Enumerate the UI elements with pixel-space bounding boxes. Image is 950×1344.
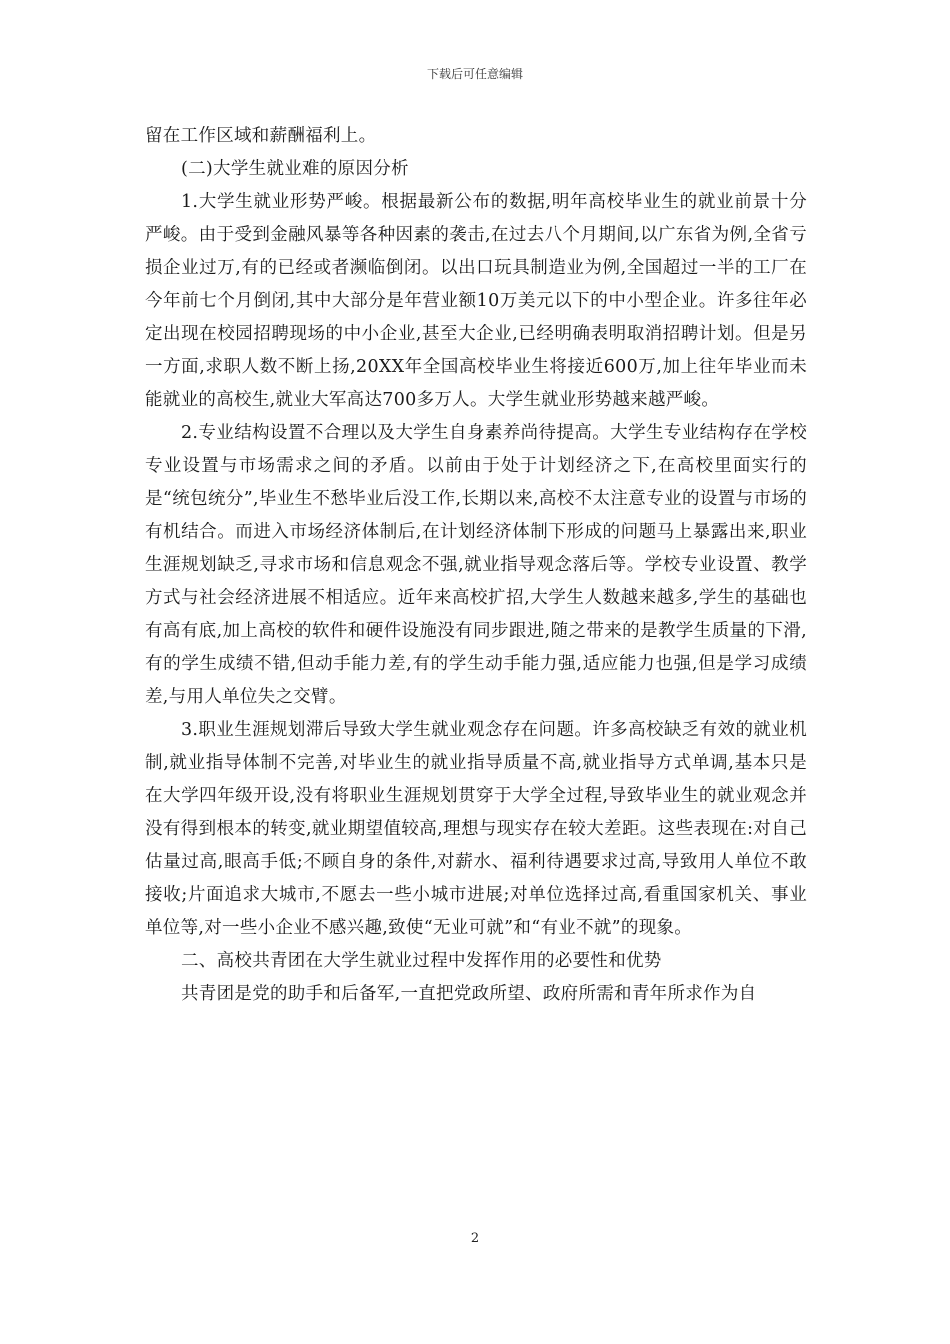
document-body <box>145 120 807 1011</box>
paragraph-continuation: 留在工作区域和薪酬福利上。 <box>145 126 377 146</box>
paragraph-point-1: 1.大学生就业形势严峻。根据最新公布的数据,明年高校毕业生的就业前景十分严峻。由于受到金融风暴等各种因素的袭击,在过去八个月期间,以广东省为例,全省亏损企业过万,有的已经或者濒临倒闭。以出口玩具制造业为例,全国超过一半的工厂在今年前七个月倒闭,其中大部分是年营业额10万美元以下的中小型企业。许多往年必定出现在校园招聘现场的中小企业,甚至大企业,已经明确表明取消招聘计划。但是另一方面,求职人数不断上扬,20XX年全国高校毕业生将接近600万,加上往年毕业而未能就业的高校生,就业大军高达700多万人。大学生就业形势越来越严峻。 <box>145 192 807 410</box>
paragraph-point-3: 3.职业生涯规划滞后导致大学生就业观念存在问题。许多高校缺乏有效的就业机制,就业指导体制不完善,对毕业生的就业指导质量不高,就业指导方式单调,基本只是在大学四年级开设,没有将职业生涯规划贯穿于大学全过程,导致毕业生的就业观念并没有得到根本的转变,就业期望值较高,理想与现实存在较大差距。这些表现在:对自己估量过高,眼高手低;不顾自身的条件,对薪水、福利待遇要求过高,导致用人单位不敢接收;片面追求大城市,不愿去一些小城市进展;对单位选择过高,看重国家机关、事业单位等,对一些小企业不感兴趣,致使“无业可就”和“有业不就”的现象。 <box>145 720 807 938</box>
paragraph-point-2: 2.专业结构设置不合理以及大学生自身素养尚待提高。大学生专业结构存在学校专业设置与市场需求之间的矛盾。以前由于处于计划经济之下,在高校里面实行的是“统包统分”,毕业生不愁毕业后没工作,长期以来,高校不太注意专业的设置与市场的有机结合。而进入市场经济体制后,在计划经济体制下形成的问题马上暴露出来,职业生涯规划缺乏,寻求市场和信息观念不强,就业指导观念落后等。学校专业设置、教学方式与社会经济进展不相适应。近年来高校扩招,大学生人数越来越多,学生的基础也有高有底,加上高校的软件和硬件设施没有同步跟进,随之带来的是教学生质量的下滑,有的学生成绩不错,但动手能力差,有的学生动手能力强,适应能力也强,但是学习成绩差,与用人单位失之交臂。 <box>145 423 807 707</box>
section-heading-youth-league: 二、高校共青团在大学生就业过程中发挥作用的必要性和优势 <box>181 951 662 971</box>
page-number: 2 <box>470 1231 480 1246</box>
paragraph-youth-league: 共青团是党的助手和后备军,一直把党政所望、政府所需和青年所求作为自 <box>181 984 757 1004</box>
section-heading-causes: (二)大学生就业难的原因分析 <box>181 159 409 179</box>
page-header: 下载后可任意编辑 <box>426 67 523 81</box>
